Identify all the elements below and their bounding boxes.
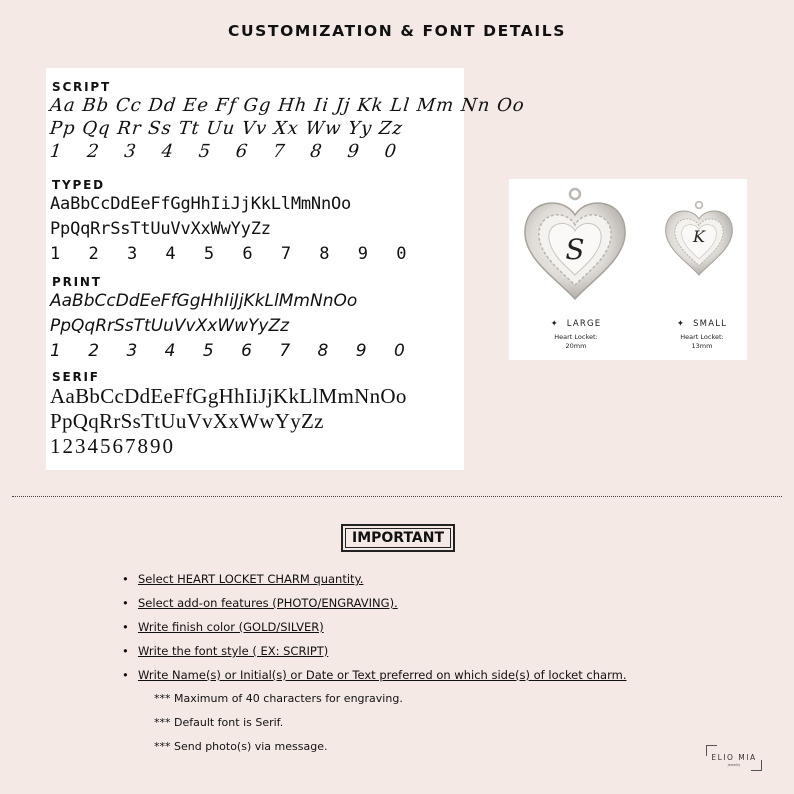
font-line: PpQqRrSsTtUuVvXxWwYyZz (50, 219, 271, 239)
notes-list (154, 692, 403, 764)
font-sample-serif (50, 370, 460, 459)
small-locket-desc: Heart Locket: (680, 333, 724, 341)
list-item (122, 572, 626, 596)
font-line: PpQqRrSsTtUuVvXxWwYyZz (50, 316, 290, 336)
star-icon: ✦ (676, 319, 686, 329)
large-locket-engraving: S (565, 233, 585, 266)
list-item (122, 668, 626, 692)
font-name: SCRIPT (52, 80, 111, 94)
font-samples-panel (46, 68, 526, 470)
bullet-icon: • (122, 596, 129, 610)
bullet-icon: • (122, 644, 129, 658)
instruction-text: Write finish color (GOLD/SILVER) (138, 620, 324, 634)
font-line: PpQqRrSsTtUuVvXxWwYyZz (50, 409, 324, 433)
large-locket-dimension: 20mm (565, 342, 587, 350)
list-item (122, 644, 626, 668)
locket-sizes-panel (509, 179, 747, 360)
font-name: PRINT (52, 275, 102, 289)
logo-subtitle: Jewelry (727, 763, 741, 767)
note-item: *** Default font is Serif. (154, 716, 284, 729)
brand-logo (706, 745, 762, 771)
font-name: SERIF (52, 370, 100, 384)
bullet-icon: • (122, 620, 129, 634)
instruction-text: Write the font style ( EX: SCRIPT) (138, 644, 329, 658)
font-line: 1234567890 (50, 434, 175, 458)
font-sample-print (50, 275, 460, 364)
instruction-text: Select add-on features (PHOTO/ENGRAVING). (138, 596, 398, 610)
font-line: 1 2 3 4 5 6 7 8 9 0 (48, 141, 408, 162)
font-line: AaBbCcDdEeFfGgHhIiJjKkLlMmNnOo (50, 291, 358, 311)
font-name: TYPED (52, 178, 105, 192)
bullet-icon: • (122, 572, 129, 586)
important-heading: IMPORTANT (341, 524, 455, 552)
large-size-label (531, 319, 621, 329)
font-line: 1 2 3 4 5 6 7 8 9 0 (50, 244, 416, 264)
small-locket-dimension: 13mm (691, 342, 713, 350)
note-item: *** Send photo(s) via message. (154, 740, 328, 753)
instruction-text: Write Name(s) or Initial(s) or Date or Text preferred on which side(s) of locket charm. (138, 668, 627, 682)
dotted-divider (12, 496, 782, 497)
font-line: Aa Bb Cc Dd Ee Ff Gg Hh Ii Jj Kk Ll Mm Nn Oo (48, 95, 526, 116)
bullet-icon: • (122, 668, 129, 682)
font-line: 1 2 3 4 5 6 7 8 9 0 (50, 341, 416, 361)
note-item: *** Maximum of 40 characters for engraving. (154, 692, 403, 705)
list-item (122, 620, 626, 644)
font-sample-script (48, 80, 526, 163)
star-icon: ✦ (550, 319, 559, 329)
font-sample-typed (50, 178, 460, 267)
font-line: AaBbCcDdEeFfGgHhIiJjKkLlMmNnOo (50, 194, 352, 214)
page-title: CUSTOMIZATION & FONT DETAILS (227, 22, 567, 40)
large-size-text: LARGE (566, 319, 602, 329)
large-locket-desc: Heart Locket: (554, 333, 598, 341)
small-size-text: SMALL (693, 319, 728, 329)
list-item (122, 596, 626, 620)
instruction-text: Select HEART LOCKET CHARM quantity. (138, 572, 364, 586)
instruction-list (122, 572, 626, 692)
font-line: Pp Qq Rr Ss Tt Uu Vv Xx Ww Yy Zz (48, 118, 405, 139)
logo-name: ELIO MIA (711, 753, 757, 762)
small-locket-engraving: K (693, 227, 705, 246)
small-size-label (657, 319, 747, 329)
font-line: AaBbCcDdEeFfGgHhIiJjKkLlMmNnOo (50, 384, 407, 408)
